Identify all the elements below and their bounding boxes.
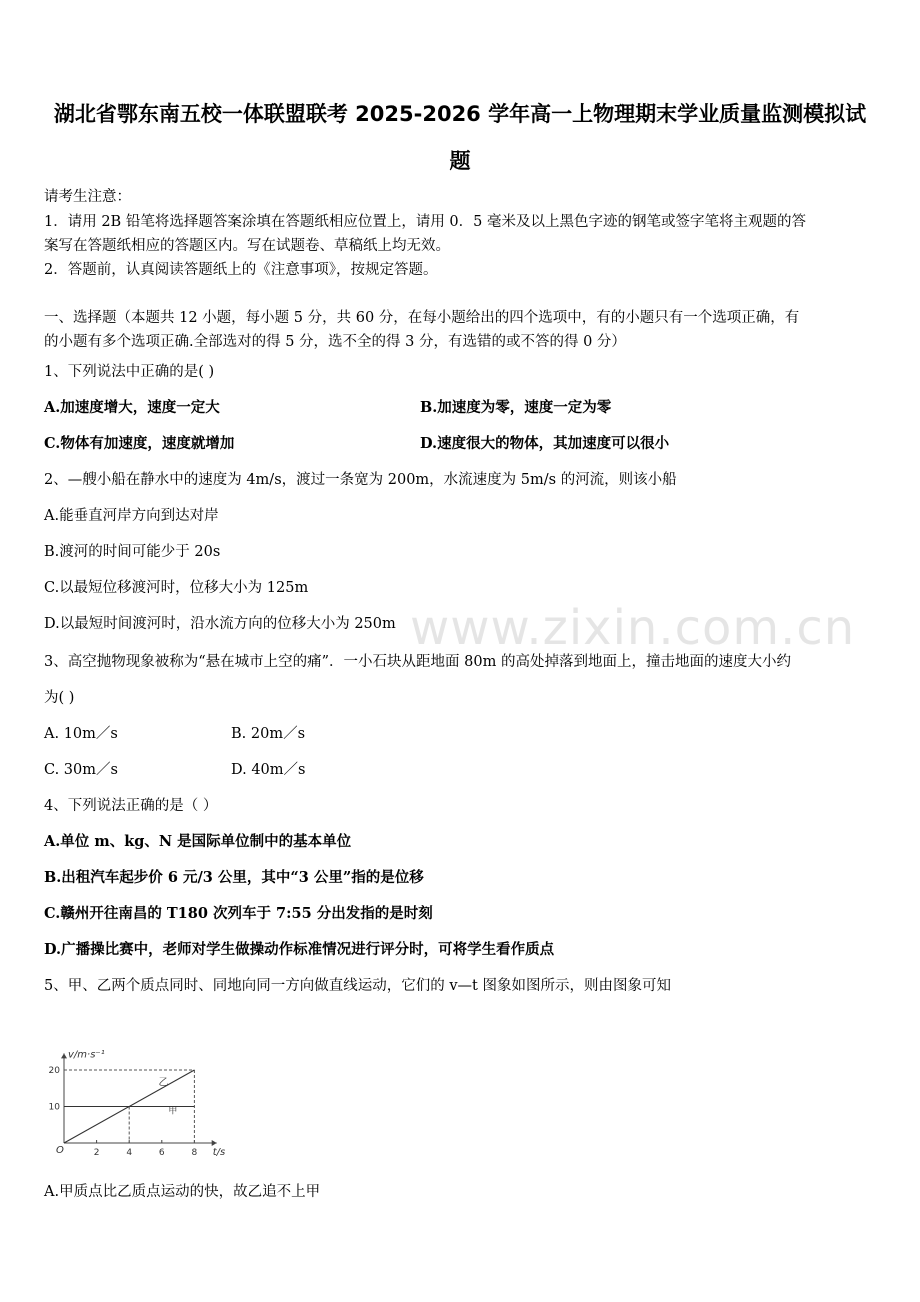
exam-title-line2: 题 [449, 149, 471, 173]
q3-option-d: D. 40m／s [231, 762, 306, 778]
series-label-yi: 乙 [158, 1077, 169, 1089]
q5-stem: 5、甲、乙两个质点同时、同地向同一方向做直线运动，它们的 v—t 图象如图所示，则由图象可知 [44, 978, 671, 994]
q4-option-a: A.单位 m、kg、N 是国际单位制中的基本单位 [44, 833, 352, 850]
section-heading-line1: 一、选择题（本题共 12 小题，每小题 5 分，共 60 分，在每小题给出的四个选项中，有的小题只有一个选项正确，有 [44, 310, 800, 326]
q4-option-b: B.出租汽车起步价 6 元/3 公里，其中“3 公里”指的是位移 [44, 869, 424, 886]
q4-option-c: C.赣州开往南昌的 T180 次列车于 7:55 分出发指的是时刻 [44, 905, 433, 922]
q1-stem: 1、下列说法中正确的是( ) [44, 364, 215, 380]
vt-chart [40, 1008, 230, 1168]
notice-item-2: 2．答题前，认真阅读答题纸上的《注意事项》，按规定答题。 [44, 262, 438, 278]
q3-option-c: C. 30m／s [44, 762, 118, 778]
q1-option-a: A.加速度增大，速度一定大 [44, 399, 220, 416]
notice-item-1a: 1．请用 2B 铅笔将选择题答案涂填在答题纸相应位置上，请用 0．5 毫米及以上黑色字迹的钢笔或签字笔将主观题的答 [44, 214, 806, 230]
origin-label: O [56, 1145, 64, 1156]
y-tick-label: 20 [48, 1066, 60, 1076]
q3-option-b: B. 20m／s [231, 726, 306, 742]
q5-option-a: A.甲质点比乙质点运动的快，故乙追不上甲 [44, 1184, 321, 1200]
q4-option-d: D.广播操比赛中，老师对学生做操动作标准情况进行评分时，可将学生看作质点 [44, 941, 555, 958]
q3-stem-line2: 为( ) [44, 690, 75, 706]
x-axis-label: t/s [212, 1147, 226, 1158]
x-tick-label: 4 [126, 1148, 133, 1158]
q3-stem-line1: 3、高空抛物现象被称为“悬在城市上空的痛”．一小石块从距地面 80m 的高处掉落到地面上，撞击地面的速度大小约 [44, 654, 791, 670]
x-tick-label: 2 [93, 1148, 100, 1158]
q2-option-a: A.能垂直河岸方向到达对岸 [44, 508, 219, 524]
x-tick-label: 6 [158, 1148, 165, 1158]
q3-option-a: A. 10m／s [44, 726, 118, 742]
y-axis-label: v/m·s⁻¹ [68, 1049, 105, 1061]
q1-option-c: C.物体有加速度，速度就增加 [44, 435, 235, 452]
series-label-jia: 甲 [168, 1106, 178, 1117]
q2-option-c: C.以最短位移渡河时，位移大小为 125m [44, 580, 309, 596]
q2-stem: 2、—艘小船在静水中的速度为 4m/s，渡过一条宽为 200m，水流速度为 5m/s 的河流，则该小船 [44, 472, 677, 488]
y-axis-arrow [61, 1053, 67, 1058]
q4-stem: 4、下列说法正确的是（ ） [44, 798, 218, 814]
q1-option-b: B.加速度为零，速度一定为零 [420, 399, 612, 416]
q2-option-d: D.以最短时间渡河时，沿水流方向的位移大小为 250m [44, 616, 396, 632]
q1-option-d: D.速度很大的物体，其加速度可以很小 [420, 435, 670, 452]
notice-item-1b: 案写在答题纸相应的答题区内。写在试题卷、草稿纸上均无效。 [44, 238, 450, 254]
x-tick-label: 8 [191, 1148, 198, 1158]
q2-option-b: B.渡河的时间可能少于 20s [44, 544, 221, 560]
notice-heading: 请考生注意： [44, 189, 131, 205]
x-axis-arrow [212, 1140, 217, 1146]
y-tick-label: 10 [48, 1102, 60, 1113]
watermark: www.zixin.com.cn [410, 600, 856, 656]
exam-title-line1: 湖北省鄂东南五校一体联盟联考 2025-2026 学年高一上物理期末学业质量监测模拟试 [53, 102, 867, 126]
section-heading-line2: 的小题有多个选项正确.全部选对的得 5 分，选不全的得 3 分，有选错的或不答的得 0 分） [44, 334, 626, 350]
